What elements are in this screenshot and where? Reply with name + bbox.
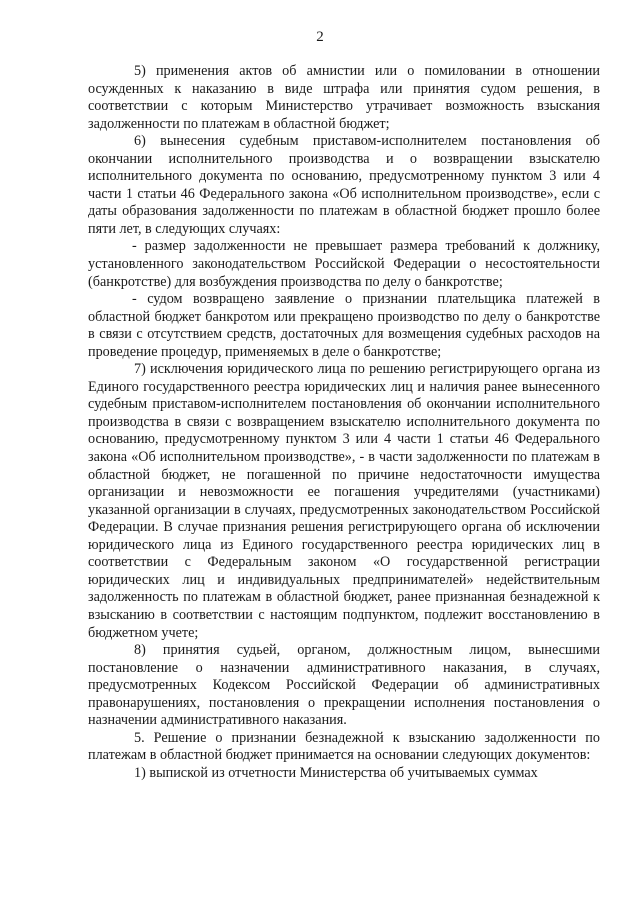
document-body <box>88 63 600 782</box>
paragraph-subitem-1-statement: 1) выпиской из отчетности Министерства об учитываемых суммах <box>134 764 538 781</box>
paragraph-dash-court-returned: - судом возвращено заявление о признании плательщика платежей в областной бюджет банкротом или прекращено производство по делу о банкротстве в связи с отсутствием средств, достаточных для возмещения судебных расходов на проведение процедур, применяемых в деле о банкротстве; <box>88 291 600 360</box>
paragraph-section-5-decision-basis: 5. Решение о признании безнадежной к взысканию задолженности по платежам в областной бюджет принимается на основании следующих документов: <box>88 729 600 764</box>
paragraph-item-7-legal-entity-exclusion: 7) исключения юридического лица по решению регистрирующего органа из Единого государственного реестра юридических лиц и наличия ранее вынесенного судебным приставом-исполнителем постановления об окончании исполнительного производства в связи с возвращением взыскателю исполнительного документа по основанию, предусмотренному пунктом 3 или 4 части 1 статьи 46 Федерального закона «Об исполнительном производстве», - в части задолженности по платежам в областной бюджет, не погашенной по причине недостаточности имущества организации и невозможности ее погашения учредителями (участниками) указанной организации в случаях, предусмотренных законодательством Российской Федерации. В случае признания решения регистрирующего органа об исключении юридического лица из Единого государственного реестра юридических лиц в соответствии с Федеральным законом «О государственной регистрации юридических лиц и индивидуальных предпринимателей» недействительным задолженность по платежам в областной бюджет, ранее признанная безнадежной к взысканию в соответствии с настоящим подпунктом, подлежит восстановлению в бюджетном учете; <box>88 361 600 641</box>
paragraph-item-8-judge-decision: 8) принятия судьей, органом, должностным лицом, вынесшими постановление о назначении административного наказания, в случаях, предусмотренных Кодексом Российской Федерации об административных правонарушениях, постановления о прекращении исполнения постановления о назначении административного наказания. <box>88 642 600 729</box>
paragraph-item-5-amnesty: 5) применения актов об амнистии или о помиловании в отношении осужденных к наказанию в виде штрафа или принятия судом решения, в соответствии с которым Министерство утрачивает возможность взыскания задолженности по платежам в областной бюджет; <box>88 63 600 132</box>
paragraph-dash-debt-threshold: - размер задолженности не превышает размера требований к должнику, установленного законодательством Российской Федерации о несостоятельности (банкротстве) для возбуждения производства по делу о банкротстве; <box>88 238 600 290</box>
page-number: 2 <box>316 29 324 45</box>
paragraph-item-6-bailiff-decision: 6) вынесения судебным приставом-исполнителем постановления об окончании исполнительного производства и о возвращении взыскателю исполнительного документа по основанию, предусмотренному пунктом 3 или 4 части 1 статьи 46 Федерального закона «Об исполнительном производстве», если с даты образования задолженности по платежам в областной бюджет прошло более пяти лет, в следующих случаях: <box>88 133 600 237</box>
